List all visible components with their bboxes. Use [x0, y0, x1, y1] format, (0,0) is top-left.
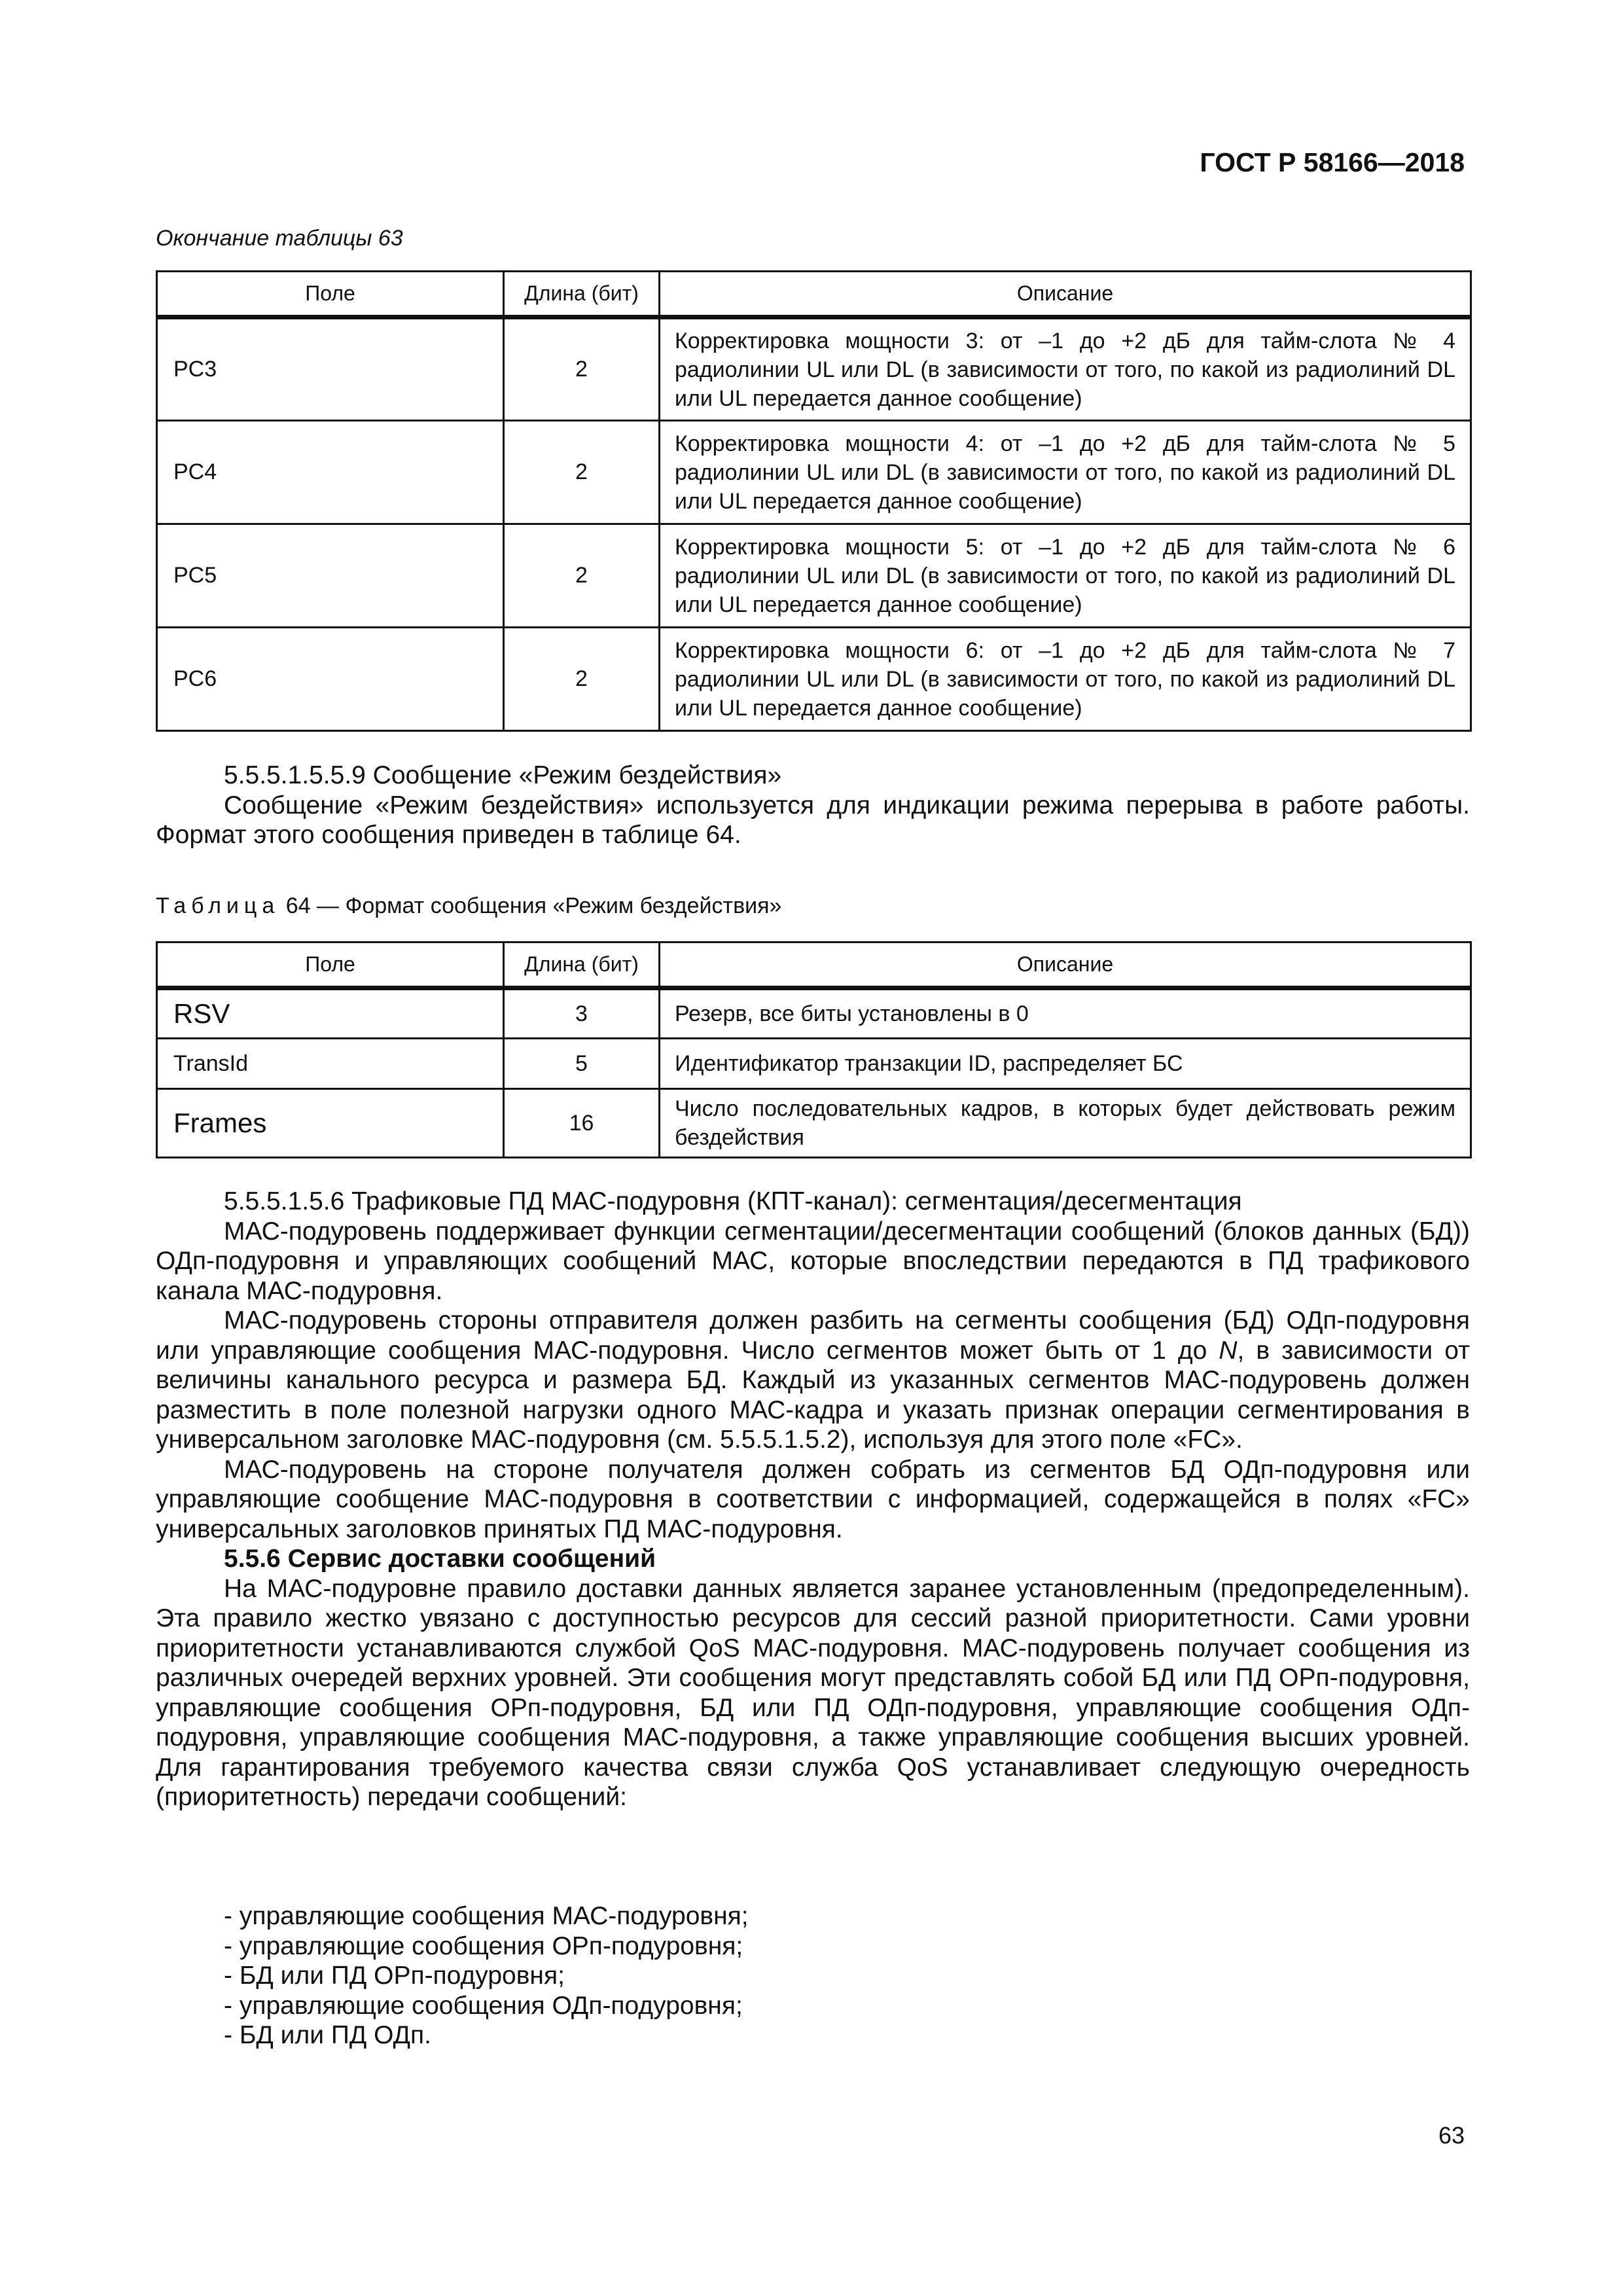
table-header-length: Длина (бит) [504, 942, 660, 988]
table-row [157, 1039, 1471, 1089]
variable-n: N [1219, 1336, 1238, 1365]
table-row [157, 628, 1471, 731]
table-row [157, 317, 1471, 421]
table-row [157, 988, 1471, 1039]
list-item: - БД или ПД ОДп. [224, 2021, 431, 2049]
paragraph [156, 1306, 1470, 1455]
table-64 [156, 941, 1472, 1158]
table-cell-description: Корректировка мощности 5: от –1 до +2 дБ для тайм-слота № 6 радиолинии UL или DL (в зависимости от того, по какой из радиолиний DL или UL передается данное сообщение) [660, 524, 1471, 628]
document-standard-header: ГОСТ Р 58166—2018 [1200, 147, 1465, 177]
paragraph: МАС-подуровень на стороне получателя должен собрать из сегментов БД ОДп-подуровня или управляющие сообщение МАС-подуровня в соответствии с информацией, содержащейся в полях «FC» универсальных заголовков принятых ПД МАС-подуровня. [156, 1455, 1470, 1543]
table-cell-length: 2 [504, 317, 660, 421]
table-cell-description: Корректировка мощности 4: от –1 до +2 дБ для тайм-слота № 5 радиолинии UL или DL (в зависимости от того, по какой из радиолиний DL или UL передается данное сообщение) [660, 421, 1471, 524]
list-item: - управляющие сообщения ОДп-подуровня; [224, 1991, 743, 2020]
paragraph: Сообщение «Режим бездействия» используется для индикации режима перерыва в работе работы. Формат этого сообщения приведен в таблице 64. [156, 791, 1470, 849]
table-header-field: Поле [157, 272, 504, 317]
section-idle-mode [156, 761, 1470, 850]
table-cell-length: 3 [504, 988, 660, 1039]
table-cell-length: 5 [504, 1039, 660, 1089]
table-cell-field: PC3 [157, 317, 504, 421]
section-segmentation [156, 1187, 1470, 1812]
table-cell-field: RSV [157, 988, 504, 1039]
table-cell-field: PC5 [157, 524, 504, 628]
table-header-field: Поле [157, 942, 504, 988]
paragraph-part: , в зависимости от величины канального ресурса и размера БД. Каждый из указанных сегментов МАС-подуровень должен разместить в поле полезной нагрузки одного МАС-кадра и указать признак операции сегментирования в универсальном заголовке МАС-подуровня (см. 5.5.5.1.5.2), используя для этого поле «FC». [156, 1336, 1470, 1454]
table-row [157, 421, 1471, 524]
table-row [157, 524, 1471, 628]
table-cell-field: PC4 [157, 421, 504, 524]
page-number: 63 [1438, 2122, 1465, 2149]
table-header-length: Длина (бит) [504, 272, 660, 317]
table-cell-field: TransId [157, 1039, 504, 1089]
table-63 [156, 270, 1472, 732]
list-item: - БД или ПД ОРп-подуровня; [224, 1962, 565, 1990]
table-cell-length: 2 [504, 628, 660, 731]
table-caption-title: 64 — Формат сообщения «Режим бездействия» [279, 893, 782, 918]
list-item: - управляющие сообщения ОРп-подуровня; [224, 1931, 743, 1960]
table-cell-description: Корректировка мощности 3: от –1 до +2 дБ для тайм-слота № 4 радиолинии UL или DL (в зависимости от того, по какой из радиолиний DL или UL передается данное сообщение) [660, 317, 1471, 421]
table-cell-description: Корректировка мощности 6: от –1 до +2 дБ для тайм-слота № 7 радиолинии UL или DL (в зависимости от того, по какой из радиолиний DL или UL передается данное сообщение) [660, 628, 1471, 731]
table-cell-description: Резерв, все биты установлены в 0 [660, 988, 1471, 1039]
table-row [157, 1089, 1471, 1158]
table-63-caption: Окончание таблицы 63 [156, 226, 403, 251]
table-cell-field: Frames [157, 1089, 504, 1158]
table-64-caption [156, 893, 781, 919]
paragraph: МАС-подуровень поддерживает функции сегментации/десегментации сообщений (блоков данных (БД)) ОДп-подуровня и управляющих сообщений МАС, которые впоследствии передаются в ПД трафикового канала МАС-подуровня. [156, 1217, 1470, 1305]
table-cell-description: Число последовательных кадров, в которых будет действовать режим бездействия [660, 1089, 1471, 1158]
paragraph: На МАС-подуровне правило доставки данных является заранее установленным (предопределенным). Эта правило жестко увязано с доступностью ресурсов для сессий разной приоритетности. Сами уровни приоритетности устанавливаются службой QoS МАС-подуровня. МАС-подуровень получает сообщения из различных очередей верхних уровней. Эти сообщения могут представлять собой БД или ПД ОРп-подуровня, управляющие сообщения ОРп-подуровня, БД или ПД ОДп-подуровня, управляющие сообщения ОДп-подуровня, управляющие сообщения МАС-подуровня, а также управляющие сообщения высших уровней. Для гарантирования требуемого качества связи служба QoS устанавливает следующую очередность (приоритетность) передачи сообщений: [156, 1574, 1470, 1811]
priority-list [224, 1901, 1402, 2051]
table-header-description: Описание [660, 272, 1471, 317]
section-heading: 5.5.6 Сервис доставки сообщений [224, 1545, 656, 1573]
table-cell-length: 16 [504, 1089, 660, 1158]
table-cell-field: PC6 [157, 628, 504, 731]
table-caption-label: Таблица [156, 893, 280, 918]
table-cell-length: 2 [504, 524, 660, 628]
paragraph-part: МАС-подуровень стороны отправителя должен разбить на сегменты сообщения (БД) ОДп-подуровня или управляющие сообщения МАС-подуровня. Число сегментов может быть от 1 до [156, 1306, 1470, 1365]
table-cell-description: Идентификатор транзакции ID, распределяет БС [660, 1039, 1471, 1089]
list-item: - управляющие сообщения МАС-подуровня; [224, 1902, 749, 1930]
section-heading: 5.5.5.1.5.6 Трафиковые ПД МАС-подуровня (КПТ-канал): сегментация/десегментация [224, 1187, 1242, 1215]
table-header-description: Описание [660, 942, 1471, 988]
table-cell-length: 2 [504, 421, 660, 524]
section-heading: 5.5.5.1.5.5.9 Сообщение «Режим бездействия» [224, 761, 782, 789]
